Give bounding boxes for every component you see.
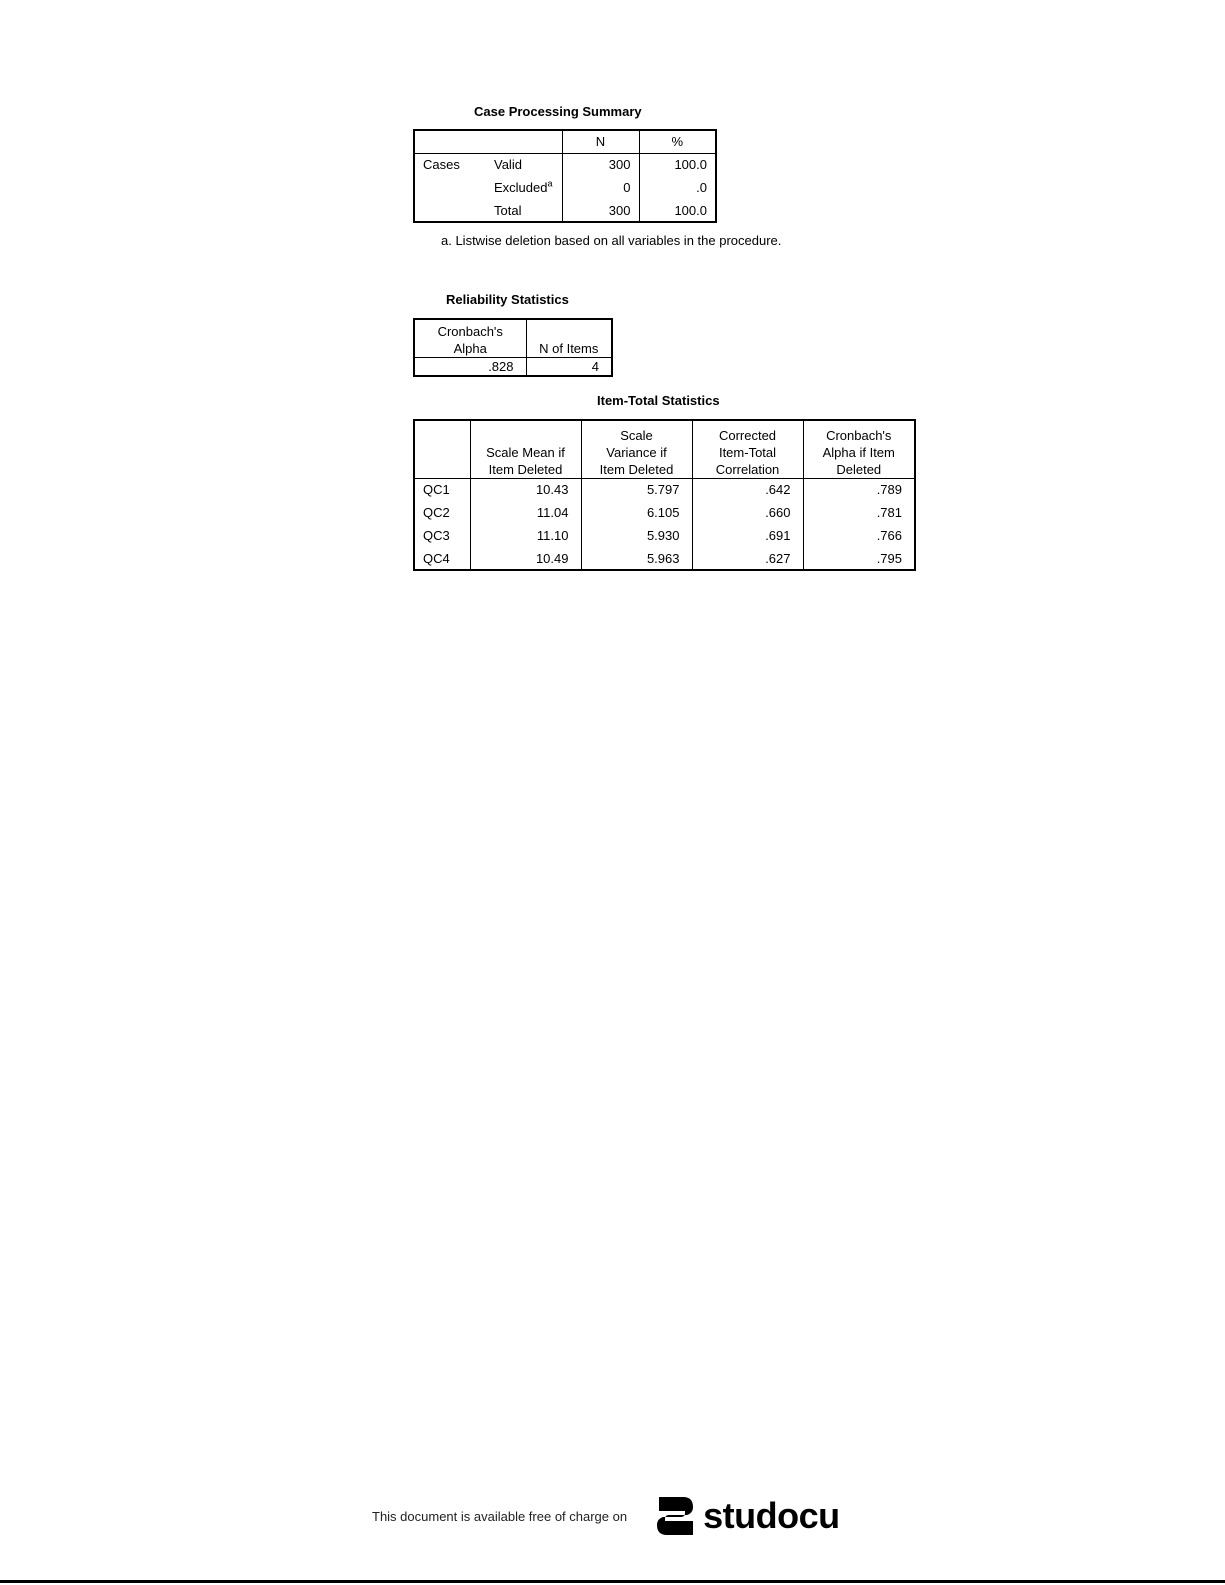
alpha-if-deleted-value: .789 <box>803 478 915 501</box>
header-pct: % <box>639 130 716 153</box>
total-n: 300 <box>562 199 639 222</box>
footer-text: This document is available free of charge on <box>372 1508 628 1524</box>
case-processing-footnote: a. Listwise deletion based on all variables in the procedure. <box>441 233 782 248</box>
scale-variance-value: 5.963 <box>581 547 692 570</box>
total-pct: 100.0 <box>639 199 716 222</box>
corrected-correlation-value: .642 <box>692 478 803 501</box>
studocu-wordmark: studocu <box>703 1495 840 1536</box>
scale-mean-value: 11.04 <box>470 501 581 524</box>
row-label-total: Total <box>494 202 522 218</box>
alpha-if-deleted-value: .795 <box>803 547 915 570</box>
valid-n: 300 <box>562 153 639 176</box>
footnote-marker: a <box>547 178 553 189</box>
header-scale-variance: Scale Variance if Item Deleted <box>581 420 692 478</box>
item-total-title: Item-Total Statistics <box>597 393 720 408</box>
case-processing-title: Case Processing Summary <box>474 104 642 119</box>
table-row <box>414 478 915 501</box>
table-row <box>414 501 915 524</box>
scale-variance-value: 5.930 <box>581 524 692 547</box>
reliability-title: Reliability Statistics <box>446 292 569 307</box>
table-row <box>414 524 915 547</box>
table-row <box>414 547 915 570</box>
studocu-footer <box>372 1493 840 1539</box>
item-label: QC2 <box>423 505 450 520</box>
header-blank <box>414 130 562 153</box>
header-blank <box>414 420 470 478</box>
corrected-correlation-value: .691 <box>692 524 803 547</box>
row-label-excluded: Excluded$^a$ <box>494 178 553 195</box>
cases-label: Cases <box>423 157 460 173</box>
item-label: QC1 <box>423 482 450 498</box>
header-corrected-correlation: Corrected Item-Total Correlation <box>692 420 803 478</box>
case-processing-table <box>413 129 717 223</box>
header-n: N <box>562 130 639 153</box>
alpha-value: .828 <box>488 358 514 374</box>
header-n-of-items: N of Items <box>526 319 612 357</box>
item-label: QC3 <box>423 528 450 543</box>
studocu-logo-icon <box>653 1493 697 1539</box>
alpha-if-deleted-value: .766 <box>803 524 915 547</box>
bottom-rule <box>0 1580 1225 1583</box>
item-label: QC4 <box>423 550 450 566</box>
row-label-valid: Valid <box>494 157 522 173</box>
scale-variance-value: 5.797 <box>581 478 692 501</box>
corrected-correlation-value: .660 <box>692 501 803 524</box>
valid-pct: 100.0 <box>639 153 716 176</box>
corrected-correlation-value: .627 <box>692 547 803 570</box>
scale-mean-value: 10.43 <box>470 478 581 501</box>
header-alpha-if-deleted: Cronbach's Alpha if Item Deleted <box>803 420 915 478</box>
header-scale-mean: Scale Mean if Item Deleted <box>470 420 581 478</box>
scale-variance-value: 6.105 <box>581 501 692 524</box>
scale-mean-value: 11.10 <box>470 524 581 547</box>
n-items-value: 4 <box>526 357 612 376</box>
excluded-n: 0 <box>562 176 639 199</box>
reliability-table <box>413 318 613 377</box>
excluded-pct: .0 <box>639 176 716 199</box>
scale-mean-value: 10.49 <box>470 547 581 570</box>
header-cronbach-alpha: Cronbach's Alpha <box>414 319 526 357</box>
studocu-logo-link[interactable] <box>653 1493 840 1539</box>
alpha-if-deleted-value: .781 <box>803 501 915 524</box>
item-total-table <box>413 419 916 571</box>
